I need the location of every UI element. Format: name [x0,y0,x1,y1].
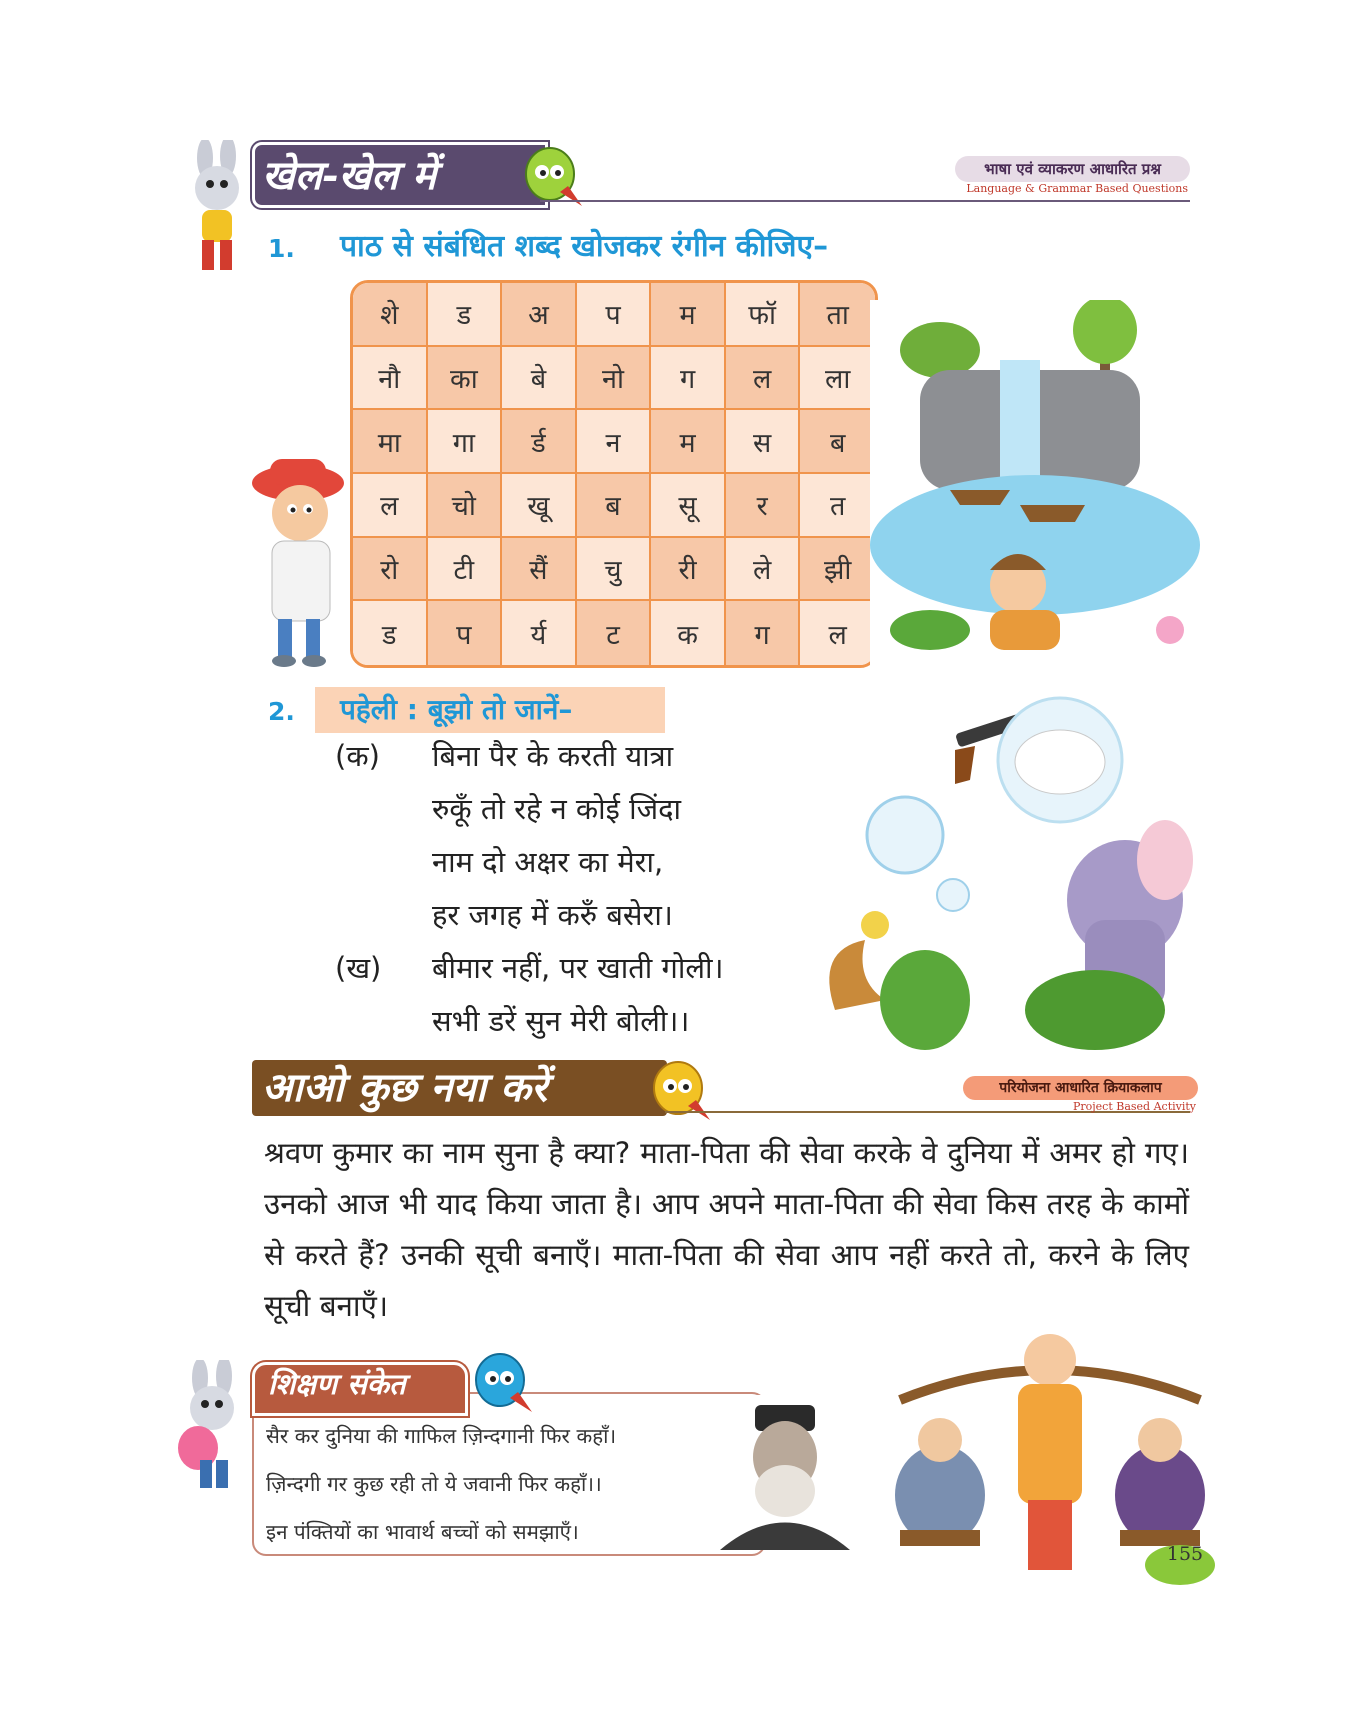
category-tag-english: Project Based Activity [1072,1100,1196,1113]
grid-cell[interactable]: त [800,474,875,538]
riddle-b-line: बीमार नहीं, पर खाती गोली। [432,951,724,985]
riddle-b-line: सभी डरें सुन मेरी बोली।। [432,1004,690,1038]
gun-cloud-elephant-illustration [805,680,1215,1065]
note-line: सैर कर दुनिया की गाफिल ज़िन्दगानी फिर कहाँ। [266,1424,617,1448]
rabbit-mascot-illustration [172,1360,252,1495]
question-2-number: 2. [268,697,295,726]
grid-cell[interactable]: ल [726,347,801,411]
grid-cell[interactable]: सू [651,474,726,538]
grid-cell[interactable]: ड [428,283,503,347]
riddle-a-line: नाम दो अक्षर का मेरा, [432,845,664,879]
page-number: 155 [1166,1543,1204,1565]
grid-cell[interactable]: म [651,283,726,347]
grid-cell[interactable]: र्य [502,601,577,665]
grid-cell[interactable]: ड [353,601,428,665]
category-tag: भाषा एवं व्याकरण आधारित प्रश्न [955,156,1190,182]
grid-cell[interactable]: मा [353,410,428,474]
grid-cell[interactable]: ल [353,474,428,538]
grid-cell[interactable]: ल [800,601,875,665]
riddle-b-label: (ख) [335,951,382,985]
grid-cell[interactable]: का [428,347,503,411]
riddle-a-line: बिना पैर के करती यात्रा [432,739,674,773]
grid-cell[interactable]: ले [726,538,801,602]
section-title-naya: आओ कुछ नया करें [262,1064,548,1111]
grid-cell[interactable]: ग [651,347,726,411]
grid-cell[interactable]: ब [800,410,875,474]
grid-cell[interactable]: ग [726,601,801,665]
note-line: इन पंक्तियों का भावार्थ बच्चों को समझाएँ। [266,1520,579,1544]
grid-cell[interactable]: सैं [502,538,577,602]
category-tag: परियोजना आधारित क्रियाकलाप [963,1076,1198,1100]
riddle-a-line: हर जगह में करुँ बसेरा। [432,898,673,932]
grid-cell[interactable]: री [651,538,726,602]
word-search-grid [350,280,878,668]
note-line: ज़िन्दगी गर कुछ रही तो ये जवानी फिर कहाँ।। [266,1472,602,1496]
grid-cell[interactable]: खू [502,474,577,538]
riddle-heading: पहेली : बूझो तो जानें– [340,693,573,726]
grid-cell[interactable]: शे [353,283,428,347]
grid-cell[interactable]: ट [577,601,652,665]
rabbit-mascot-illustration [180,140,255,280]
boy-with-hat-illustration [248,455,368,670]
grid-cell[interactable]: र्ड [502,410,577,474]
riddle-a-label: (क) [335,739,380,773]
grid-cell[interactable]: प [428,601,503,665]
grid-cell[interactable]: चु [577,538,652,602]
grid-cell[interactable]: र [726,474,801,538]
grid-cell[interactable]: ता [800,283,875,347]
grid-cell[interactable]: न [577,410,652,474]
grid-cell[interactable]: म [651,410,726,474]
activity-paragraph: श्रवण कुमार का नाम सुना है क्या? माता-पिता की सेवा करके वे दुनिया में अमर हो गए। उनको आज भी याद किया जाता है। आप अपने माता-पिता की सेवा किस तरह के कामों से करते हैं? उनकी सूची बनाएँ। माता-पिता की सेवा आप नहीं करते तो, करने के लिए सूची बनाएँ। [264,1136,1189,1323]
grid-cell[interactable]: स [726,410,801,474]
pencil-mascot-icon [470,1348,540,1416]
grid-cell[interactable]: रो [353,538,428,602]
grid-cell[interactable]: झी [800,538,875,602]
question-1-text: पाठ से संबंधित शब्द खोजकर रंगीन कीजिए– [340,229,829,264]
section-title-khel: खेल-खेल में [262,152,437,199]
grid-cell[interactable]: ब [577,474,652,538]
grid-cell[interactable]: चो [428,474,503,538]
pencil-mascot-icon [648,1056,718,1124]
grid-cell[interactable]: अ [502,283,577,347]
grid-cell[interactable]: गा [428,410,503,474]
poet-portrait-photo [710,1395,860,1550]
waterfall-scene-illustration [870,300,1200,670]
grid-cell[interactable]: ला [800,347,875,411]
question-1-number: 1. [268,234,295,263]
grid-cell[interactable]: बे [502,347,577,411]
grid-cell[interactable]: फॉ [726,283,801,347]
riddle-a-line: रुकूँ तो रहे न कोई जिंदा [432,792,682,826]
category-tag-english: Language & Grammar Based Questions [966,182,1188,195]
grid-cell[interactable]: टी [428,538,503,602]
teaching-note-title: शिक्षण संकेत [268,1367,406,1401]
grid-cell[interactable]: नो [577,347,652,411]
grid-cell[interactable]: प [577,283,652,347]
grid-cell[interactable]: क [651,601,726,665]
header-rule [540,200,1190,202]
grid-cell[interactable]: नौ [353,347,428,411]
